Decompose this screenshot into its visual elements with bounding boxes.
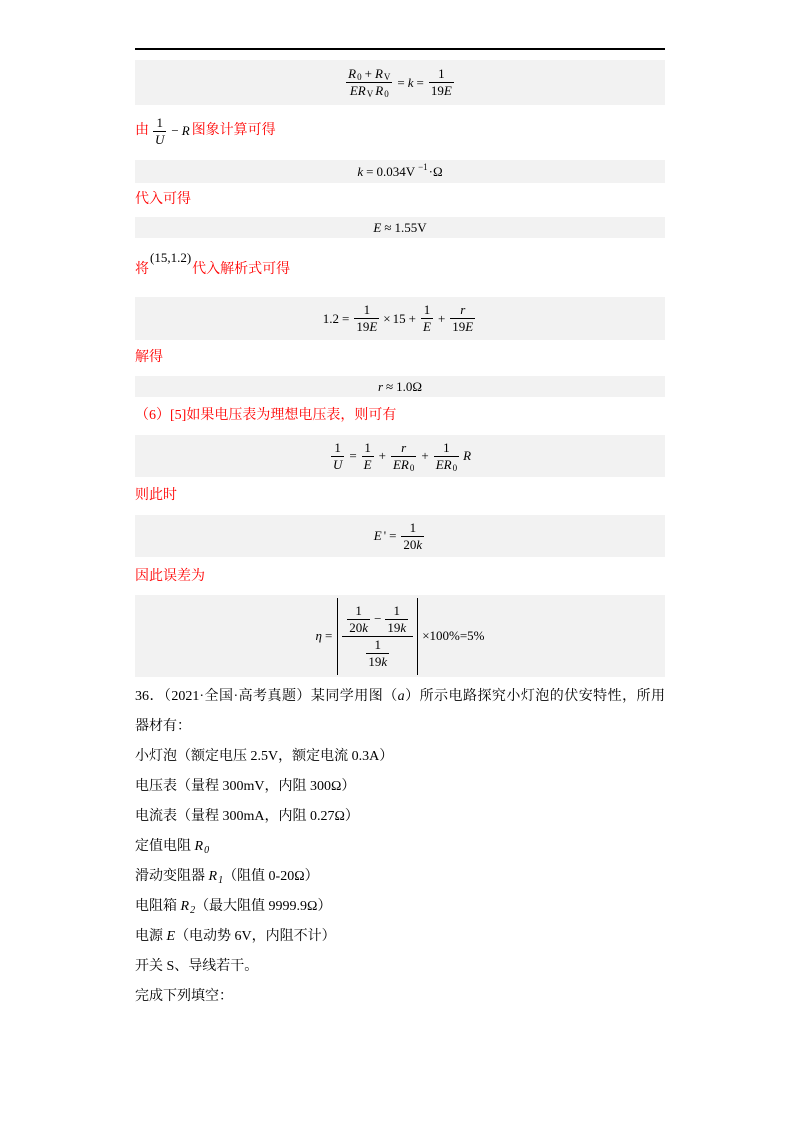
number: 1: [355, 602, 362, 618]
fraction-denominator: [342, 637, 413, 670]
material-label: 电阻箱: [135, 899, 181, 914]
step-then-text: 则此时: [135, 488, 177, 503]
subscript: V: [383, 72, 391, 82]
prime-mark: ': [383, 528, 387, 543]
fraction-denominator: [429, 83, 454, 99]
symbol: r: [401, 439, 407, 455]
minus-sign: −: [374, 611, 382, 626]
error-fraction: [342, 603, 413, 670]
fraction-numerator: [391, 440, 416, 457]
step-text: 代入解析式可得: [192, 262, 291, 277]
fraction: [401, 520, 424, 553]
fraction: [391, 440, 416, 473]
plus-sign: +: [378, 448, 386, 463]
material-voltmeter: 电压表（量程 300mV，内阻 300Ω）: [135, 779, 356, 794]
material-detail: （最大阻值 9999.9Ω）: [195, 899, 332, 914]
rhs-fraction: [429, 66, 454, 99]
subscript: 0: [384, 89, 389, 99]
step-error-text: 因此误差为: [135, 569, 205, 584]
fraction: [434, 440, 459, 473]
number: 19: [356, 319, 370, 334]
equals-sign: =: [397, 74, 405, 90]
material-label: 电源: [135, 929, 167, 944]
fraction-numerator: [342, 603, 413, 637]
fraction-numerator: [385, 603, 408, 620]
symbol: r: [377, 378, 383, 394]
number: 1: [374, 636, 381, 652]
fraction-numerator: [354, 302, 379, 319]
fraction: [421, 302, 433, 335]
formula-r: [135, 376, 665, 397]
number: 1: [409, 519, 417, 535]
fraction-numerator: [346, 66, 392, 83]
symbol: R: [463, 448, 472, 463]
question-intro-line: [135, 682, 665, 712]
fraction-denominator: [362, 457, 374, 473]
equals-sign: =: [366, 163, 374, 179]
equals-sign: =: [349, 448, 357, 463]
step-text: 由: [135, 123, 149, 138]
number: 1: [443, 439, 450, 455]
fraction-denominator: [153, 132, 166, 148]
formula-r-expression: [378, 379, 422, 395]
document-page: [135, 48, 665, 1012]
symbol: R: [374, 66, 383, 81]
fraction-numerator: [429, 66, 454, 83]
step-point-text: [135, 248, 665, 284]
number: 15: [392, 310, 406, 326]
symbol: ER: [435, 456, 452, 472]
percent-result: ×100%=5%: [422, 628, 485, 643]
symbol: k: [362, 619, 369, 635]
equals-sign: =: [324, 628, 333, 643]
fraction-denominator: [421, 319, 433, 335]
symbol: k: [400, 619, 407, 635]
symbol: R: [180, 899, 190, 914]
fraction-numerator: [347, 603, 370, 620]
formula-e-expression: [373, 220, 426, 236]
unit: ·Ω: [428, 163, 443, 179]
symbol: R: [208, 869, 218, 884]
fraction: [331, 440, 344, 473]
value: 1.55V: [394, 219, 427, 235]
symbol: R: [181, 123, 190, 138]
material-detail: （电动势 6V，内阻不计）: [175, 929, 336, 944]
symbol: U: [155, 131, 165, 147]
fraction-denominator: [346, 83, 392, 99]
fraction: [366, 637, 389, 670]
material-rheostat: [135, 862, 665, 892]
fraction: [347, 603, 370, 636]
fraction-numerator: [331, 440, 344, 457]
fraction-numerator: [434, 440, 459, 457]
step-substitute-text: 代入可得: [135, 192, 191, 207]
equals-sign: =: [342, 310, 350, 326]
figure-label: a: [397, 689, 405, 704]
material-resistance-box: [135, 892, 665, 922]
fraction: [450, 302, 475, 335]
fraction-numerator: [401, 520, 424, 537]
number: 1: [334, 439, 341, 455]
subscript: 0: [204, 845, 210, 856]
fraction-denominator: [450, 319, 475, 335]
number: 20: [349, 619, 363, 635]
fraction-denominator: [385, 620, 408, 636]
fraction: [385, 603, 408, 636]
value: 0.034V: [376, 163, 416, 179]
number: 1: [393, 602, 401, 618]
formula-ratio: [135, 60, 665, 105]
material-source: [135, 922, 665, 952]
fraction-denominator: [347, 620, 370, 636]
fraction: [354, 302, 379, 335]
plus-sign: +: [408, 310, 416, 326]
material-fixed-resistor: [135, 832, 665, 862]
material-detail: （阻值 0-20Ω）: [223, 869, 319, 884]
question-36: [135, 682, 665, 1012]
fraction-numerator: [362, 440, 374, 457]
subscript: V: [366, 89, 374, 99]
plus-sign: +: [364, 66, 372, 81]
subscript: 0: [357, 72, 362, 82]
number: 1: [438, 66, 445, 81]
formula-k: [135, 160, 665, 183]
question-prompt: 完成下列填空：: [135, 989, 233, 1004]
fraction-numerator: [450, 302, 475, 319]
number: 1: [423, 302, 431, 317]
symbol: E: [369, 319, 378, 334]
fraction: [362, 440, 374, 473]
step-text: 将: [135, 262, 149, 277]
inline-fraction: [153, 115, 166, 148]
symbol: E: [363, 456, 372, 472]
symbol: E: [422, 319, 431, 334]
point-coordinates: (15,1.2): [150, 250, 192, 265]
fraction-numerator: [153, 115, 166, 132]
material-switch-wires: 开关 S、导线若干。: [135, 959, 259, 974]
symbol: E: [465, 319, 474, 334]
plus-sign: +: [421, 448, 429, 463]
symbol: E: [166, 929, 176, 944]
formula-e-prime-expression: [374, 520, 426, 553]
exponent: −1: [418, 161, 428, 172]
absolute-value: [337, 598, 418, 675]
symbol: R: [357, 83, 366, 98]
question-text: ）所示电路探究小灯泡的伏安特性，所用: [404, 689, 666, 704]
times-sign: ×: [383, 310, 391, 326]
symbol: E: [443, 83, 452, 98]
symbol: η: [315, 628, 322, 643]
question-text: 36．（2021·全国·高考真题）某同学用图（: [135, 689, 398, 704]
approx-sign: ≈: [384, 219, 392, 235]
material-label: 滑动变阻器: [135, 869, 209, 884]
formula-ratio-expression: [344, 66, 456, 99]
symbol: R: [194, 839, 204, 854]
step-ideal-text: （6）[5]如果电压表为理想电压表，则可有: [135, 408, 397, 423]
symbol: k: [381, 653, 388, 669]
plus-sign: +: [437, 310, 446, 326]
value: 1.0Ω: [396, 378, 423, 394]
formula-error: [135, 595, 665, 677]
subscript: 0: [452, 462, 458, 473]
symbol: r: [460, 302, 466, 317]
symbol: k: [357, 163, 364, 179]
fraction-denominator: [331, 457, 344, 473]
subscript: 1: [218, 875, 224, 886]
symbol: k: [407, 74, 414, 90]
formula-e: [135, 217, 665, 238]
fraction-denominator: [366, 654, 389, 670]
formula-k-expression: [357, 161, 443, 180]
approx-sign: ≈: [386, 378, 394, 394]
formula-ideal: [135, 435, 665, 477]
symbol: R: [348, 66, 357, 81]
symbol: E: [373, 219, 382, 235]
fraction-numerator: [366, 637, 389, 654]
material-bulb: 小灯泡（额定电压 2.5V，额定电流 0.3A）: [135, 749, 394, 764]
header-rule: [135, 48, 665, 50]
symbol: ER: [392, 456, 409, 472]
subscript: 2: [190, 905, 196, 916]
material-label: 定值电阻: [135, 839, 195, 854]
subscript: 0: [409, 462, 415, 473]
fraction-numerator: [421, 302, 433, 319]
number: 20: [403, 536, 417, 552]
step-solve-text: 解得: [135, 350, 163, 365]
equals-sign: =: [389, 528, 397, 543]
number: 1: [156, 114, 163, 130]
symbol: R: [375, 83, 384, 98]
number: 19: [368, 653, 382, 669]
fraction-denominator: [354, 319, 379, 335]
fraction-denominator: [391, 457, 416, 473]
number: 1: [363, 302, 371, 317]
question-intro-continued: 器材有：: [135, 719, 191, 734]
step-graph-text: [135, 113, 665, 149]
number: 19: [452, 319, 466, 334]
number: 19: [387, 619, 401, 635]
symbol: E: [349, 83, 358, 98]
formula-point-expression: [323, 302, 477, 335]
symbol: U: [332, 456, 343, 472]
number: 1: [364, 439, 371, 455]
formula-point: [135, 297, 665, 340]
equals-sign: =: [416, 74, 424, 90]
ratio-fraction: [346, 66, 392, 99]
formula-e-prime: [135, 515, 665, 557]
minus-sign: −: [171, 123, 179, 138]
formula-error-expression: [315, 598, 484, 675]
fraction-denominator: [401, 537, 424, 553]
step-text: 图象计算可得: [191, 123, 276, 138]
material-ammeter: 电流表（量程 300mA，内阻 0.27Ω）: [135, 809, 359, 824]
number: 1.2: [322, 310, 339, 326]
fraction-denominator: [434, 457, 459, 473]
formula-ideal-expression: [329, 440, 471, 473]
symbol: E: [373, 528, 382, 543]
symbol: k: [416, 536, 423, 552]
number: 19: [430, 83, 444, 98]
